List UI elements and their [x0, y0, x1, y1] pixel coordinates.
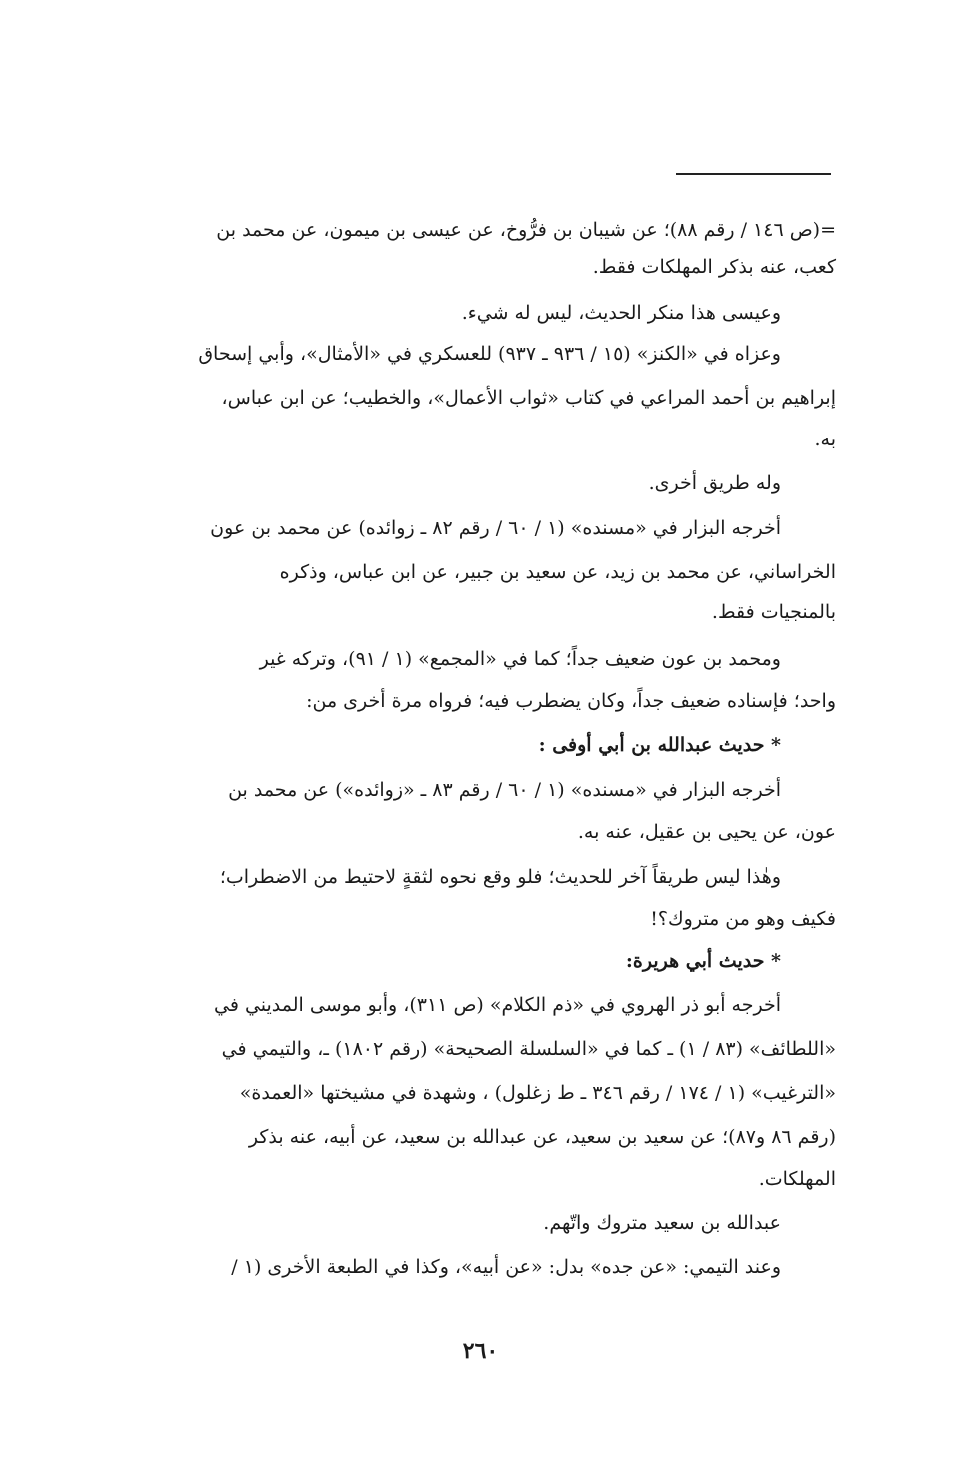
text-line: «الترغيب» (١ / ١٧٤ / رقم ٣٤٦ ـ ط زغلول) ، وشهدة في مشيختها «العمدة» — [239, 1082, 836, 1104]
text-line: وله طريق أخرى. — [648, 472, 781, 494]
section-heading: * حديث عبدالله بن أبي أوفى : — [538, 734, 781, 756]
text-line: فكيف وهو من متروك؟! — [650, 908, 836, 930]
text-line: «اللطائف» (٨٣ / ١) ـ كما في «السلسلة الصحيحة» (رقم ١٨٠٢) ـ، والتيمي في — [221, 1038, 836, 1060]
text-line: الخراساني، عن محمد بن زيد، عن سعيد بن جبير، عن ابن عباس، وذكره — [279, 561, 836, 583]
text-line: ومحمد بن عون ضعيف جداً؛ كما في «المجمع» (١ / ٩١)، وتركه غير — [259, 648, 781, 670]
footnote-separator — [676, 173, 831, 175]
text-line: واحد؛ فإسناده ضعيف جداً، وكان يضطرب فيه؛ فرواه مرة أخرى من: — [306, 690, 836, 712]
text-line: كعب، عنه بذكر المهلكات فقط. — [592, 256, 836, 278]
text-line: وعيسى هذا منكر الحديث، ليس له شيء. — [461, 302, 781, 324]
text-line: =(ص ١٤٦ / رقم ٨٨)؛ عن شيبان بن فرُّوخ، عن عيسى بن ميمون، عن محمد بن — [216, 219, 836, 241]
text-line: عون، عن يحيى بن عقيل، عنه به. — [577, 821, 836, 843]
text-line: بالمنجيات فقط. — [711, 601, 836, 623]
page-number: ٢٦٠ — [462, 1338, 499, 1364]
text-line: عبدالله بن سعيد متروك واتّهم. — [543, 1212, 781, 1234]
text-line: به. — [814, 428, 836, 450]
section-heading: * حديث أبي هريرة: — [625, 950, 781, 972]
text-line: وعزاه في «الكنز» (١٥ / ٩٣٦ ـ ٩٣٧) للعسكري في «الأمثال»، وأبي إسحاق — [198, 343, 781, 365]
text-line: (رقم ٨٦ و٨٧)؛ عن سعيد بن سعيد، عن عبدالله بن سعيد، عن أبيه، عنه بذكر — [248, 1126, 836, 1148]
text-line: المهلكات. — [758, 1168, 836, 1190]
text-line: أخرجه البزار في «مسنده» (١ / ٦٠ / رقم ٨٢ ـ زوائده) عن محمد بن عون — [210, 517, 781, 539]
text-line: إبراهيم بن أحمد المراعي في كتاب «ثواب الأعمال»، والخطيب؛ عن ابن عباس، — [221, 387, 836, 409]
text-line: وعند التيمي: «عن جده» بدل: «عن أبيه»، وكذا في الطبعة الأخرى (١ / — [231, 1256, 781, 1278]
text-line: وهٰذا ليس طريقاً آخر للحديث؛ فلو وقع نحوه لثقةٍ لاحتيط من الاضطراب؛ — [219, 866, 781, 888]
text-line: أخرجه البزار في «مسنده» (١ / ٦٠ / رقم ٨٣ ـ «زوائده») عن محمد بن — [228, 779, 781, 801]
text-line: أخرجه أبو ذر الهروي في «ذم الكلام» (ص ٣١١)، وأبو موسى المديني في — [213, 994, 781, 1016]
